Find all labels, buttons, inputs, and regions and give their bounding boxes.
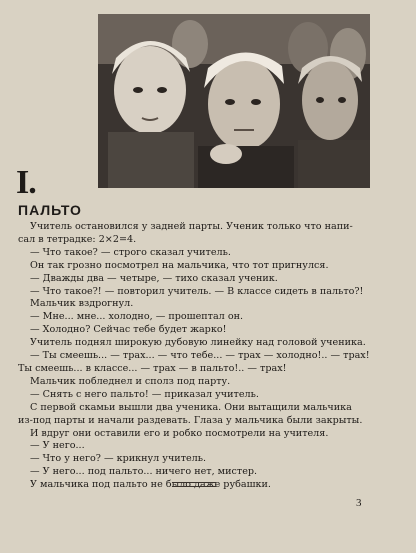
chapter-title: ПАЛЬТО: [18, 202, 82, 218]
text-line: из-под парты и начали раздевать. Глаза у мальчика были закрыты.: [18, 414, 363, 426]
text-line: — Дважды два — четыре, — тихо сказал ученик.: [30, 272, 278, 284]
text-line: И вдруг они оставили его и робко посмотрели на учителя.: [30, 427, 329, 439]
text-line: У мальчика под пальто не было даже рубашки.: [30, 479, 271, 491]
text-line: — Что такое?! — повторил учитель. — В классе сидеть в пальто?!: [30, 285, 364, 297]
text-line: Мальчик вздрогнул.: [30, 298, 134, 310]
text-line: Мальчик побледнел и сполз под парту.: [30, 375, 231, 387]
page-number: 3: [356, 497, 362, 509]
text-line: Учитель остановился у задней парты. Ученик только что напи-: [30, 221, 353, 232]
children-photo: [98, 14, 370, 188]
text-line: Ты смеешь... в классе... — трах — в пальто!.. — трах!: [18, 362, 287, 374]
text-line: — Ты смеешь... — трах... — что тебе... — трах — холодно!.. — трах!: [30, 350, 370, 362]
text-line: Учитель поднял широкую дубовую линейку над головой ученика.: [30, 337, 366, 349]
text-line: — Мне... мне... холодно, — прошептал он.: [30, 311, 244, 323]
chapter-number: I.: [16, 164, 36, 201]
story-text: [18, 221, 384, 492]
children-photo-image: [98, 14, 370, 188]
text-line: С первой скамьи вышли два ученика. Они вытащили мальчика: [30, 401, 352, 413]
text-line: — Снять с него пальто! — приказал учитель.: [30, 388, 259, 400]
section-divider: [172, 482, 216, 487]
text-line: — У него... под пальто... ничего нет, мистер.: [30, 466, 258, 478]
text-line: — Холодно? Сейчас тебе будет жарко!: [30, 324, 227, 336]
text-line: — Что такое? — строго сказал учитель.: [30, 246, 231, 258]
text-line: — У него...: [30, 440, 85, 452]
text-line: Он так грозно посмотрел на мальчика, что тот пригнулся.: [30, 259, 329, 271]
text-line: — Что у него? — крикнул учитель.: [30, 453, 207, 465]
text-line: сал в тетрадке: 2×2=4.: [18, 233, 137, 245]
